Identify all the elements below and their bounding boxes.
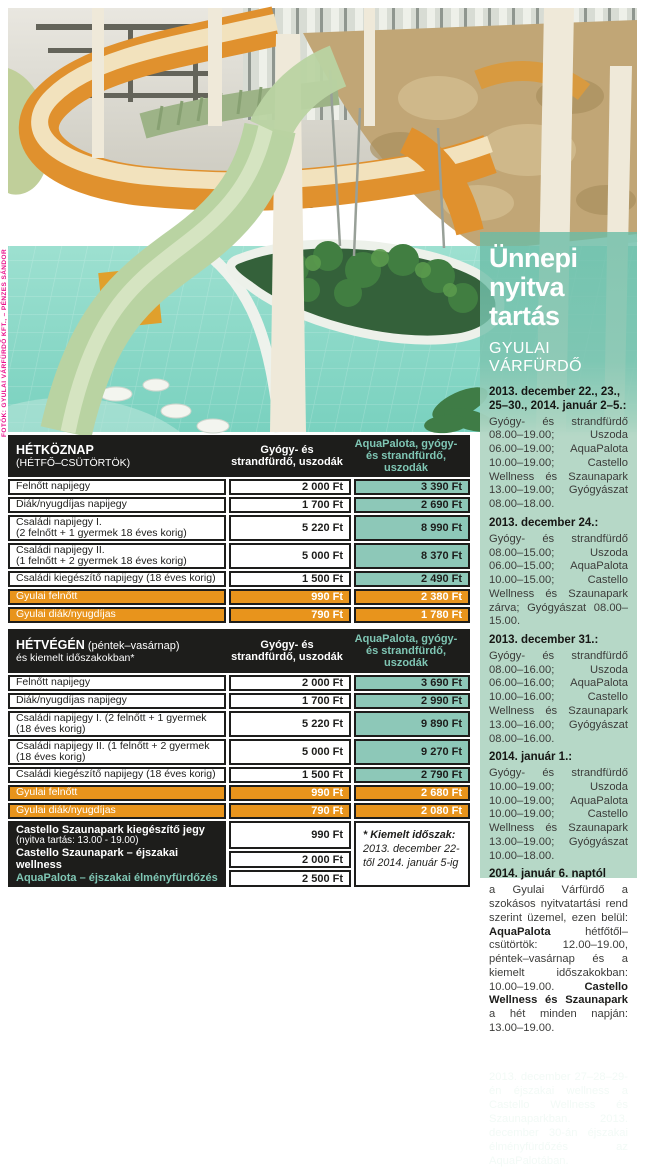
extra-label-aquapalota: AquaPalota – éjszakai élményfürdőzés bbox=[16, 871, 218, 884]
price-row bbox=[8, 515, 470, 541]
ticket-sublabel: (2 felnőtt + 1 gyermek 18 éves korig) bbox=[16, 527, 187, 539]
schedule-section bbox=[489, 751, 628, 863]
holiday-panel bbox=[480, 232, 637, 1167]
weekday-title: HÉTKÖZNAP bbox=[16, 442, 94, 457]
price-basic-cell: 5 220 Ft bbox=[229, 515, 351, 541]
schedule-heading: 2013. december 22., 23., 25–30., 2014. január 2–5.: bbox=[489, 386, 627, 412]
schedule-section bbox=[489, 517, 628, 629]
schedule-heading: 2013. december 31.: bbox=[489, 634, 599, 647]
ticket-label: Gyulai diák/nyugdíjas bbox=[8, 803, 226, 819]
price-basic-cell: 990 Ft bbox=[229, 589, 351, 605]
extra-label: Castello Szaunapark kiegészítő jegy (nyitva tartás: 13.00 - 19.00) bbox=[16, 823, 205, 846]
price-row-local bbox=[8, 803, 470, 819]
ticket-label: Felnőtt napijegy bbox=[8, 479, 226, 495]
price-basic-cell: 1 500 Ft bbox=[229, 767, 351, 783]
price-basic-cell: 2 000 Ft bbox=[229, 675, 351, 691]
price-row bbox=[8, 479, 470, 495]
ticket-label: Diák/nyugdíjas napijegy bbox=[8, 497, 226, 513]
weekday-table bbox=[8, 435, 470, 623]
schedule-section-jan6 bbox=[489, 868, 628, 1035]
price-basic-cell: 790 Ft bbox=[229, 803, 351, 819]
panel-title: Ünnepi nyitva tartás bbox=[489, 243, 578, 331]
column-header-aqua: AquaPalota, gyógy- és strandfürdő, uszodák bbox=[354, 632, 458, 670]
panel-subtitle: GYULAI VÁRFÜRDŐ bbox=[489, 340, 582, 375]
ticket-sublabel: (1 felnőtt + 2 gyermek 18 éves korig) bbox=[16, 555, 187, 567]
ticket-sublabel: (18 éves korig) bbox=[16, 751, 86, 763]
price-row bbox=[8, 739, 470, 765]
price-row-local bbox=[8, 589, 470, 605]
price-basic-cell: 1 500 Ft bbox=[229, 571, 351, 587]
schedule-body: Gyógy- és strandfürdő 08.00–19.00; Uszoda 06.00–19.00; AquaPalota 10.00–19.00; Castello Wellness és Szaunapark 13.00–19.00; Gyógyászat 08.00–18.00. bbox=[489, 415, 628, 511]
price-aqua-cell: 3 390 Ft bbox=[354, 479, 470, 495]
photo-credit: FOTÓK: GYULAI VÁRFÜRDŐ KFT., – PÉNZES SÁNDOR bbox=[1, 248, 8, 437]
schedule-section bbox=[489, 634, 628, 746]
extras-section bbox=[8, 821, 470, 887]
price-basic-cell: 5 000 Ft bbox=[229, 543, 351, 569]
ticket-label: Gyulai diák/nyugdíjas bbox=[8, 607, 226, 623]
price-aqua-cell: 3 690 Ft bbox=[354, 675, 470, 691]
weekend-title: HÉTVÉGÉN bbox=[16, 637, 85, 652]
ticket-label: Családi napijegy II. (1 felnőtt + 2 gyermek (18 éves korig) bbox=[8, 739, 226, 765]
schedule-section bbox=[489, 386, 628, 512]
ticket-label: Családi napijegy I. (2 felnőtt + 1 gyermek (18 éves korig) bbox=[8, 711, 226, 737]
price-basic-cell: 1 700 Ft bbox=[229, 497, 351, 513]
extra-price-cell: 2 000 Ft bbox=[229, 851, 351, 868]
schedule-body: Gyógy- és strandfürdő 08.00–15.00; Uszoda 06.00–15.00; AquaPalota 10.00–15.00; Castello Wellness és Szaunapark zárva; Gyógyászat 08.00–15.00. bbox=[489, 532, 628, 628]
price-row bbox=[8, 497, 470, 513]
price-row bbox=[8, 711, 470, 737]
weekday-subtitle: (HÉTFŐ–CSÜTÖRTÖK) bbox=[16, 457, 131, 470]
price-basic-cell: 990 Ft bbox=[229, 785, 351, 801]
ticket-label: Családi napijegy II. (1 felnőtt + 2 gyermek 18 éves korig) bbox=[8, 543, 226, 569]
price-row bbox=[8, 767, 470, 783]
extra-price-cell: 990 Ft bbox=[229, 821, 351, 849]
price-aqua-cell: 8 370 Ft bbox=[354, 543, 470, 569]
price-aqua-cell: 2 790 Ft bbox=[354, 767, 470, 783]
ticket-sublabel: (18 éves korig) bbox=[16, 723, 86, 735]
weekend-table bbox=[8, 629, 470, 819]
extras-prices bbox=[229, 821, 351, 887]
price-aqua-cell: 9 270 Ft bbox=[354, 739, 470, 765]
price-basic-cell: 790 Ft bbox=[229, 607, 351, 623]
price-row-local bbox=[8, 607, 470, 623]
ticket-label: Családi kiegészítő napijegy (18 éves korig) bbox=[8, 767, 226, 783]
highlight-period-note: * Kiemelt időszak: 2013. december 22-től 2014. január 5-ig bbox=[354, 821, 470, 887]
night-wellness-heading: Éjszakai wellness fürdőzések: bbox=[489, 1043, 586, 1068]
price-basic-cell: 5 000 Ft bbox=[229, 739, 351, 765]
schedule-body: a Gyulai Várfürdő a szokásos nyitvatartási rend szerint üzemel, ezen belül: AquaPalota hétfőtől–csütörtök: 12.00–19.00, péntek–vasárnap és a kiemelt időszakokban: 10.00–19.00. Castello Wellness és Szaunapark a hét minden napján: 13.00–19.00. bbox=[489, 884, 628, 1034]
ticket-label: Gyulai felnőtt bbox=[8, 589, 226, 605]
pricing-tables bbox=[8, 435, 470, 887]
price-aqua-cell: 2 690 Ft bbox=[354, 497, 470, 513]
price-row bbox=[8, 543, 470, 569]
extra-label: Castello Szaunapark – éjszakai wellness bbox=[16, 846, 179, 871]
ticket-label: Felnőtt napijegy bbox=[8, 675, 226, 691]
extra-price-cell: 2 500 Ft bbox=[229, 870, 351, 887]
column-header-aqua: AquaPalota, gyógy- és strandfürdő, uszodák bbox=[354, 437, 458, 475]
price-row-local bbox=[8, 785, 470, 801]
night-wellness-body: 2013. december 27–28–29-én éjszakai wellness a Castello Wellness és Szaunaparkban. 2013. december 30-án éjszakai élményfürdőzés az AquaPalotában. bbox=[489, 1070, 628, 1167]
price-aqua-cell: 2 380 Ft bbox=[354, 589, 470, 605]
column-header-basic: Gyógy- és strandfürdő, uszodák bbox=[231, 443, 343, 468]
price-basic-cell: 5 220 Ft bbox=[229, 711, 351, 737]
price-row bbox=[8, 675, 470, 691]
schedule-heading: 2014. január 6. naptól bbox=[489, 868, 606, 881]
price-aqua-cell: 8 990 Ft bbox=[354, 515, 470, 541]
price-aqua-cell: 2 680 Ft bbox=[354, 785, 470, 801]
price-aqua-cell: 2 080 Ft bbox=[354, 803, 470, 819]
price-row bbox=[8, 571, 470, 587]
schedule-body: Gyógy- és strandfürdő 10.00–19.00; Uszoda 10.00–19.00; AquaPalota 10.00–19.00; Castello Wellness és Szaunapark 13.00–19.00; Gyógyászat 10.00–18.00. bbox=[489, 767, 628, 862]
price-aqua-cell: 9 890 Ft bbox=[354, 711, 470, 737]
price-aqua-cell: 2 990 Ft bbox=[354, 693, 470, 709]
price-basic-cell: 2 000 Ft bbox=[229, 479, 351, 495]
ticket-label: Diák/nyugdíjas napijegy bbox=[8, 693, 226, 709]
ticket-label: Családi napijegy I. (2 felnőtt + 1 gyermek 18 éves korig) bbox=[8, 515, 226, 541]
price-basic-cell: 1 700 Ft bbox=[229, 693, 351, 709]
schedule-heading: 2014. január 1.: bbox=[489, 751, 573, 764]
schedule-heading: 2013. december 24.: bbox=[489, 516, 599, 529]
weekend-table-header: HÉTVÉGÉN (péntek–vasárnap) és kiemelt időszakokban* Gyógy- és strandfürdő, uszodák AquaPalota, gyógy- és strandfürdő, uszodák bbox=[8, 629, 470, 673]
weekend-subtitle: és kiemelt időszakokban* bbox=[16, 652, 135, 665]
price-row bbox=[8, 693, 470, 709]
schedule-body: Gyógy- és strandfürdő 08.00–16.00; Uszoda 06.00–16.00; AquaPalota 10.00–16.00; Castello Wellness és Szaunapark 13.00–16.00; Gyógyászat 08.00–16.00. bbox=[489, 649, 628, 745]
extras-labels bbox=[8, 821, 226, 887]
ticket-label: Családi kiegészítő napijegy (18 éves korig) bbox=[8, 571, 226, 587]
column-header-basic: Gyógy- és strandfürdő, uszodák bbox=[231, 638, 343, 663]
ticket-label: Gyulai felnőtt bbox=[8, 785, 226, 801]
price-aqua-cell: 1 780 Ft bbox=[354, 607, 470, 623]
weekday-table-header bbox=[8, 435, 470, 477]
price-aqua-cell: 2 490 Ft bbox=[354, 571, 470, 587]
